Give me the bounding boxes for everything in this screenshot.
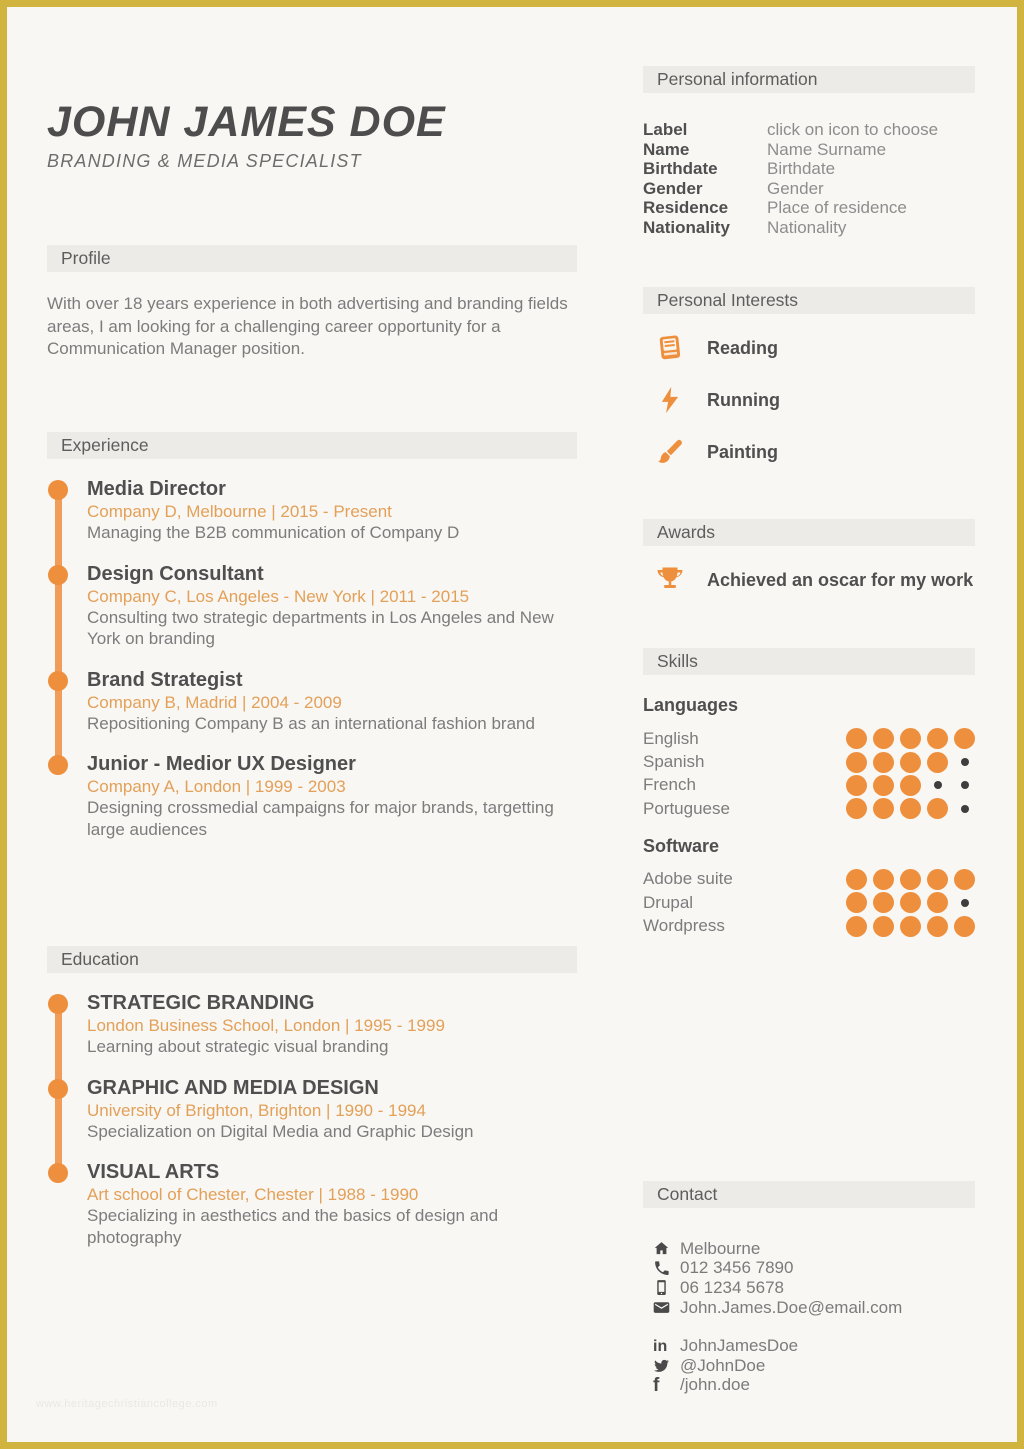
award-text: Achieved an oscar for my work — [707, 569, 974, 590]
school-dates: London Business School, London | 1995 - 1999 — [87, 1016, 445, 1035]
personal-info-label: Birthdate — [643, 159, 718, 179]
skills-heading: Skills — [643, 648, 975, 675]
skill-dot-filled — [954, 728, 975, 749]
skills-section — [643, 648, 975, 938]
skill-dot-filled — [846, 775, 867, 796]
skill-label: Spanish — [643, 752, 705, 772]
personal-info-label: Label — [643, 120, 688, 139]
skill-dot-filled — [900, 752, 921, 773]
skill-dot-filled — [873, 775, 894, 796]
skill-level-dots — [846, 892, 975, 913]
contact-row — [653, 1336, 975, 1356]
education-timeline — [47, 992, 577, 1248]
contact-value: John.James.Doe@email.com — [680, 1297, 903, 1317]
personal-info-row — [643, 159, 975, 179]
skill-level-dots — [846, 728, 975, 749]
skill-dot-filled — [873, 752, 894, 773]
facebook-icon: f — [653, 1374, 660, 1396]
skill-dot-filled — [954, 916, 975, 937]
skill-row — [643, 891, 975, 914]
contact-section — [643, 1181, 975, 1395]
book-icon — [655, 333, 685, 363]
timeline-dot — [48, 480, 68, 500]
skill-label: Drupal — [643, 892, 694, 912]
personal-information-heading: Personal information — [643, 66, 975, 93]
skill-dot-filled — [900, 775, 921, 796]
personal-info-label: Nationality — [643, 217, 730, 237]
skill-dot-filled — [846, 892, 867, 913]
job-description: Consulting two strategic departments in Los Angeles and New York on branding — [87, 607, 554, 648]
candidate-role: BRANDING & MEDIA SPECIALIST — [47, 151, 362, 172]
skill-dot-filled — [900, 869, 921, 890]
personal-info-row — [643, 140, 975, 160]
skill-dot-filled — [954, 869, 975, 890]
skill-dot-empty — [954, 892, 975, 913]
timeline-dot — [48, 565, 68, 585]
paintbrush-icon — [655, 437, 685, 467]
twitter-icon — [653, 1357, 672, 1374]
experience-heading: Experience — [47, 432, 577, 459]
skill-dot-empty — [954, 798, 975, 819]
skill-dot-filled — [873, 892, 894, 913]
contact-heading: Contact — [643, 1181, 975, 1208]
skill-dot-filled — [927, 916, 948, 937]
bolt-icon — [655, 385, 685, 415]
experience-item — [87, 478, 577, 544]
languages-rows — [643, 727, 975, 821]
award-item — [655, 565, 975, 595]
skill-dot-filled — [846, 728, 867, 749]
experience-timeline — [47, 478, 577, 840]
profile-section — [47, 245, 577, 361]
personal-info-value: Birthdate — [767, 159, 836, 179]
personal-info-row — [643, 218, 975, 238]
personal-info-value: Nationality — [767, 217, 847, 237]
skill-group-languages: Languages — [643, 695, 739, 715]
experience-item — [87, 563, 577, 650]
skill-label: Wordpress — [643, 916, 725, 936]
interest-item — [655, 385, 975, 415]
timeline-dot — [48, 994, 68, 1014]
education-item — [87, 1161, 577, 1248]
job-description: Repositioning Company B as an international fashion brand — [87, 713, 535, 733]
job-title: Media Director — [87, 478, 226, 500]
personal-info-row — [643, 120, 975, 140]
resume-header — [47, 100, 577, 172]
contact-value: Melbourne — [680, 1238, 761, 1258]
skill-label: English — [643, 728, 699, 748]
contact-value: 012 3456 7890 — [680, 1258, 794, 1278]
timeline-dot — [48, 1163, 68, 1183]
job-company-dates: Company C, Los Angeles - New York | 2011 - 2015 — [87, 586, 470, 606]
interests-heading: Personal Interests — [643, 287, 975, 314]
skill-dot-filled — [900, 892, 921, 913]
timeline-dot — [48, 755, 68, 775]
degree-description: Specializing in aesthetics and the basics of design and photography — [87, 1206, 499, 1247]
skill-level-dots — [846, 916, 975, 937]
skill-dot-filled — [873, 869, 894, 890]
skill-row — [643, 727, 975, 750]
contact-row — [653, 1278, 975, 1298]
skill-level-dots — [846, 775, 975, 796]
timeline-dot — [48, 1079, 68, 1099]
personal-information-rows — [643, 120, 975, 238]
personal-info-value: Gender — [767, 178, 824, 198]
interest-label: Reading — [707, 337, 779, 358]
contact-value: /john.doe — [680, 1375, 750, 1395]
experience-section — [47, 432, 577, 840]
skill-dot-filled — [927, 892, 948, 913]
contact-value: 06 1234 5678 — [680, 1277, 784, 1297]
awards-heading: Awards — [643, 519, 975, 546]
personal-info-label: Residence — [643, 198, 729, 218]
linkedin-icon: in — [653, 1337, 668, 1355]
profile-heading: Profile — [47, 245, 577, 272]
personal-info-value: Place of residence — [767, 198, 907, 218]
skill-dot-filled — [846, 798, 867, 819]
contact-row — [653, 1259, 975, 1279]
skill-row — [643, 797, 975, 820]
job-title: Brand Strategist — [87, 668, 243, 691]
personal-info-row — [643, 198, 975, 218]
skill-dot-filled — [873, 728, 894, 749]
skill-label: Adobe suite — [643, 869, 733, 889]
skill-dot-filled — [846, 752, 867, 773]
contact-row — [653, 1298, 975, 1318]
skill-dot-filled — [900, 916, 921, 937]
interest-item — [655, 437, 975, 467]
interest-label: Running — [707, 389, 780, 410]
job-title: Design Consultant — [87, 562, 264, 585]
degree-title: STRATEGIC BRANDING — [87, 992, 315, 1014]
skill-dot-empty — [954, 752, 975, 773]
degree-title: GRAPHIC AND MEDIA DESIGN — [87, 1076, 379, 1099]
skill-group-software: Software — [643, 835, 720, 856]
school-dates: Art school of Chester, Chester | 1988 - 1990 — [87, 1185, 419, 1204]
job-description: Designing crossmedial campaigns for major brands, targetting large audiences — [87, 798, 554, 839]
job-company-dates: Company B, Madrid | 2004 - 2009 — [87, 692, 342, 712]
home-icon — [653, 1240, 672, 1257]
degree-description: Specialization on Digital Media and Graphic Design — [87, 1121, 474, 1141]
contact-value: @JohnDoe — [680, 1355, 766, 1375]
skill-dot-filled — [873, 798, 894, 819]
personal-info-label: Name — [643, 139, 690, 159]
skill-dot-filled — [927, 869, 948, 890]
skill-dot-filled — [927, 728, 948, 749]
education-heading: Education — [47, 946, 577, 973]
personal-info-row — [643, 179, 975, 199]
contact-social-list — [653, 1336, 975, 1395]
skill-label: French — [643, 775, 696, 795]
envelope-icon — [653, 1299, 672, 1316]
degree-title: VISUAL ARTS — [87, 1161, 220, 1183]
skill-row — [643, 750, 975, 773]
skill-dot-empty — [927, 775, 948, 796]
watermark-text: www.heritagechristiancollege.com — [36, 1398, 218, 1410]
candidate-name: JOHN JAMES DOE — [47, 98, 446, 146]
personal-info-value: click on icon to choose — [767, 120, 939, 139]
interests-section — [643, 287, 975, 489]
awards-section — [643, 519, 975, 617]
experience-item — [87, 753, 577, 840]
experience-item — [87, 669, 577, 735]
job-company-dates: Company D, Melbourne | 2015 - Present — [87, 502, 392, 521]
education-item — [87, 992, 577, 1058]
contact-row — [653, 1356, 975, 1376]
interests-list — [643, 333, 975, 467]
education-section — [47, 946, 577, 1248]
job-description: Managing the B2B communication of Company D — [87, 523, 460, 542]
degree-description: Learning about strategic visual branding — [87, 1037, 389, 1056]
skill-row — [643, 868, 975, 891]
skill-dot-filled — [927, 798, 948, 819]
contact-row — [653, 1376, 975, 1396]
phone-icon — [653, 1260, 672, 1277]
skill-dot-filled — [846, 916, 867, 937]
skill-label: Portuguese — [643, 798, 730, 818]
skill-level-dots — [846, 869, 975, 890]
personal-info-value: Name Surname — [767, 139, 887, 159]
skill-level-dots — [846, 752, 975, 773]
contact-value: JohnJamesDoe — [680, 1336, 799, 1356]
interest-label: Painting — [707, 441, 778, 462]
skill-dot-empty — [954, 775, 975, 796]
skill-dot-filled — [846, 869, 867, 890]
job-company-dates: Company A, London | 1999 - 2003 — [87, 777, 346, 796]
skill-dot-filled — [900, 728, 921, 749]
skill-row — [643, 914, 975, 937]
mobile-icon — [653, 1279, 672, 1296]
interest-item — [655, 333, 975, 363]
timeline-dot — [48, 671, 68, 691]
skill-dot-filled — [873, 916, 894, 937]
school-dates: University of Brighton, Brighton | 1990 - 1994 — [87, 1100, 426, 1120]
skill-row — [643, 774, 975, 797]
education-item — [87, 1077, 577, 1143]
personal-information-section — [643, 66, 975, 238]
skill-dot-filled — [900, 798, 921, 819]
profile-text: With over 18 years experience in both advertising and branding fields areas, I am looking for a challenging career opportunity for a Communication Manager position. — [47, 294, 568, 359]
contact-row — [653, 1239, 975, 1259]
trophy-icon — [655, 565, 685, 595]
software-rows — [643, 868, 975, 938]
contact-primary-list — [653, 1239, 975, 1317]
personal-info-label: Gender — [643, 178, 703, 198]
skill-dot-filled — [927, 752, 948, 773]
job-title: Junior - Medior UX Designer — [87, 753, 356, 775]
skill-level-dots — [846, 798, 975, 819]
